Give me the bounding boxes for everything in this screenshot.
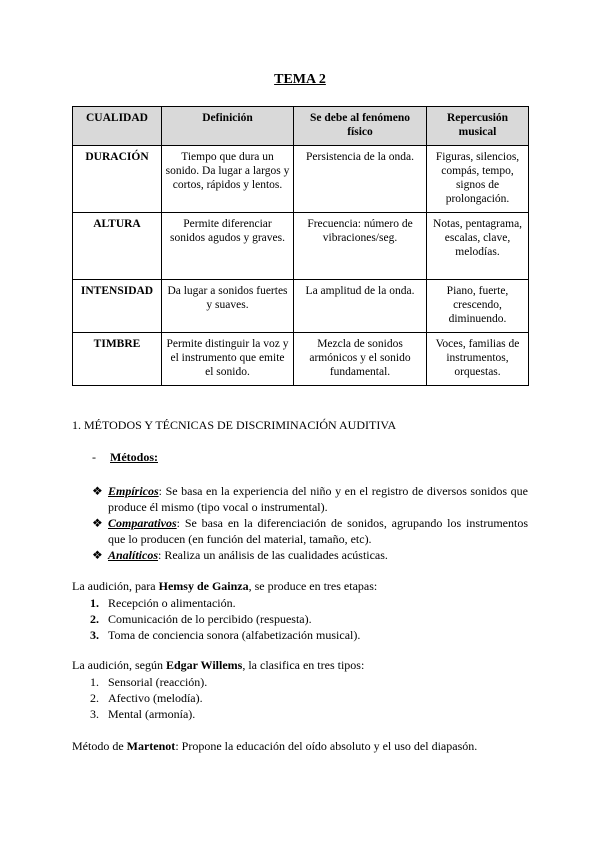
item-text: Recepción o alimentación. <box>108 596 236 610</box>
quality-cell: DURACIÓN <box>73 146 162 213</box>
methods-list <box>92 483 528 563</box>
quality-cell: INTENSIDAD <box>73 280 162 333</box>
martenot-paragraph <box>72 739 477 754</box>
list-item <box>90 595 360 611</box>
phenomenon-cell: La amplitud de la onda. <box>294 280 427 333</box>
hemsy-intro <box>72 579 377 594</box>
list-item <box>90 627 360 643</box>
quality-cell: ALTURA <box>73 213 162 280</box>
table-row <box>73 213 529 280</box>
definition-cell: Da lugar a sonidos fuertes y suaves. <box>162 280 294 333</box>
musical-cell: Piano, fuerte, crescendo, diminuendo. <box>427 280 529 333</box>
willems-intro-pre: La audición, según <box>72 658 166 672</box>
phenomenon-cell: Frecuencia: número de vibraciones/seg. <box>294 213 427 280</box>
diamond-bullet-icon: ❖ <box>92 484 103 498</box>
table-header-row <box>73 107 529 146</box>
list-item <box>92 515 528 547</box>
method-text: : Se basa en la diferenciación de sonidos, agrupando los instrumentos que lo producen (en función del material, tamaño, etc). <box>108 516 528 546</box>
item-number: 2. <box>90 691 99 705</box>
page-title: TEMA 2 <box>274 72 326 87</box>
item-text: Afectivo (melodía). <box>108 691 203 705</box>
phenomenon-cell: Persistencia de la onda. <box>294 146 427 213</box>
header-repercusion: Repercusión musical <box>427 107 529 146</box>
item-text: Comunicación de lo percibido (respuesta). <box>108 612 312 626</box>
martenot-post: : Propone la educación del oído absoluto y el uso del diapasón. <box>175 739 478 753</box>
list-item <box>90 690 207 706</box>
quality-cell: TIMBRE <box>73 333 162 386</box>
definition-cell: Permite diferenciar sonidos agudos y graves. <box>162 213 294 280</box>
method-term: Analíticos <box>108 548 159 562</box>
method-term: Empíricos <box>108 484 159 498</box>
item-number: 2. <box>90 612 99 626</box>
musical-cell: Figuras, silencios, compás, tempo, signos de prolongación. <box>427 146 529 213</box>
item-number: 3. <box>90 707 99 721</box>
item-number: 1. <box>90 675 99 689</box>
definition-cell: Tiempo que dura un sonido. Da lugar a largos y cortos, rápidos y lentos. <box>162 146 294 213</box>
willems-intro <box>72 658 364 673</box>
qualities-table <box>72 106 529 386</box>
method-text: : Se basa en la experiencia del niño y en el registro de diversos sonidos que produce él mismo (tipo vocal o instrumental). <box>108 484 528 514</box>
willems-types-list <box>90 674 207 722</box>
header-definicion: Definición <box>162 107 294 146</box>
hemsy-intro-post: , se produce en tres etapas: <box>248 579 378 593</box>
martenot-pre: Método de <box>72 739 127 753</box>
diamond-bullet-icon: ❖ <box>92 548 103 562</box>
list-item <box>92 483 528 515</box>
method-text: : Realiza un análisis de las cualidades acústicas. <box>158 548 388 562</box>
method-term: Comparativos <box>108 516 177 530</box>
header-cualidad: CUALIDAD <box>73 107 162 146</box>
willems-name: Edgar Willems <box>165 658 243 672</box>
metodos-label: Métodos: <box>110 450 158 464</box>
table-row <box>73 146 529 213</box>
section-heading: 1. MÉTODOS Y TÉCNICAS DE DISCRIMINACIÓN AUDITIVA <box>72 418 397 432</box>
item-number: 1. <box>90 596 99 610</box>
item-number: 3. <box>90 628 99 642</box>
list-item <box>90 706 207 722</box>
list-item <box>92 547 528 563</box>
phenomenon-cell: Mezcla de sonidos armónicos y el sonido fundamental. <box>294 333 427 386</box>
musical-cell: Voces, familias de instrumentos, orquestas. <box>427 333 529 386</box>
definition-cell: Permite distinguir la voz y el instrumento que emite el sonido. <box>162 333 294 386</box>
item-text: Sensorial (reacción). <box>108 675 208 689</box>
item-text: Toma de conciencia sonora (alfabetización musical). <box>108 628 361 642</box>
metodos-heading <box>92 450 158 465</box>
martenot-name: Martenot <box>126 739 176 753</box>
dash-bullet: - <box>92 450 96 464</box>
musical-cell: Notas, pentagrama, escalas, clave, melodías. <box>427 213 529 280</box>
diamond-bullet-icon: ❖ <box>92 516 103 530</box>
hemsy-name: Hemsy de Gainza <box>158 579 249 593</box>
list-item <box>90 674 207 690</box>
table-row <box>73 280 529 333</box>
table-row <box>73 333 529 386</box>
item-text: Mental (armonía). <box>108 707 196 721</box>
list-item <box>90 611 360 627</box>
header-fenomeno: Se debe al fenómeno físico <box>294 107 427 146</box>
hemsy-stages-list <box>90 595 360 643</box>
willems-intro-post: , la clasifica en tres tipos: <box>242 658 365 672</box>
hemsy-intro-pre: La audición, para <box>72 579 159 593</box>
